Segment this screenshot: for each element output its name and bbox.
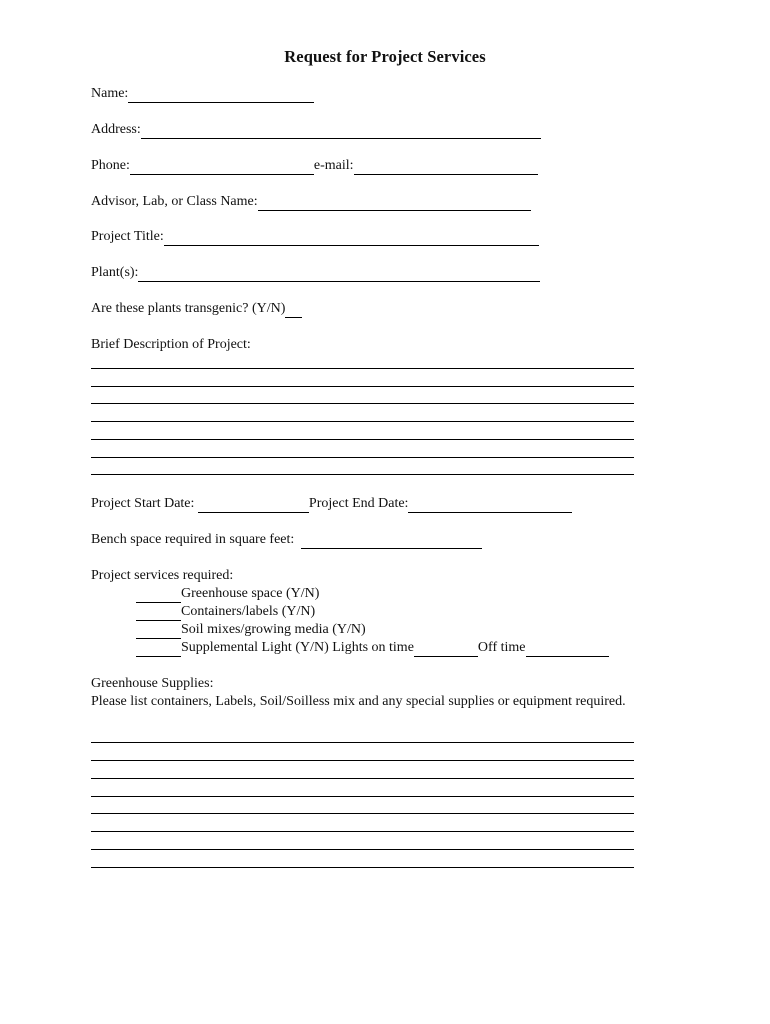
project-title-field[interactable] bbox=[164, 232, 539, 246]
supplies-line[interactable] bbox=[91, 760, 634, 761]
plants-row bbox=[91, 264, 540, 282]
supplies-line[interactable] bbox=[91, 849, 634, 850]
address-label: Address: bbox=[91, 122, 141, 137]
off-time-label: Off time bbox=[477, 640, 526, 655]
description-line[interactable] bbox=[91, 421, 634, 422]
form-title: Request for Project Services bbox=[284, 47, 486, 66]
email-field[interactable] bbox=[354, 161, 538, 175]
supplies-line[interactable] bbox=[91, 813, 634, 814]
transgenic-field[interactable] bbox=[285, 304, 302, 318]
supplies-line[interactable] bbox=[91, 778, 634, 779]
address-field[interactable] bbox=[141, 125, 541, 139]
advisor-field[interactable] bbox=[258, 197, 531, 211]
email-label: e-mail: bbox=[313, 158, 354, 173]
soil-label: Soil mixes/growing media (Y/N) bbox=[181, 622, 366, 637]
supplies-heading-row bbox=[91, 675, 213, 693]
description-label: Brief Description of Project: bbox=[91, 337, 251, 352]
end-date-field[interactable] bbox=[408, 499, 572, 513]
supplies-instruction-row bbox=[91, 693, 626, 711]
end-date-label: Project End Date: bbox=[308, 496, 409, 511]
service-soil-row bbox=[136, 621, 366, 639]
service-greenhouse-row bbox=[136, 585, 319, 603]
name-row bbox=[91, 85, 314, 103]
advisor-label: Advisor, Lab, or Class Name: bbox=[91, 194, 258, 209]
bench-space-label: Bench space required in square feet: bbox=[91, 532, 295, 547]
supplies-line[interactable] bbox=[91, 831, 634, 832]
advisor-row bbox=[91, 193, 531, 211]
phone-email-row bbox=[91, 157, 538, 175]
off-time-field[interactable] bbox=[526, 643, 609, 657]
transgenic-row bbox=[91, 300, 302, 318]
supplies-line[interactable] bbox=[91, 796, 634, 797]
supplies-heading: Greenhouse Supplies: bbox=[91, 676, 214, 691]
description-row bbox=[91, 336, 251, 354]
start-date-field[interactable] bbox=[198, 499, 309, 513]
phone-field[interactable] bbox=[130, 161, 314, 175]
dates-row bbox=[91, 495, 572, 513]
name-field[interactable] bbox=[128, 89, 314, 103]
service-light-row bbox=[136, 639, 609, 657]
description-line[interactable] bbox=[91, 368, 634, 369]
supplies-instruction: Please list containers, Labels, Soil/Soilless mix and any special supplies or equipment required. bbox=[91, 694, 626, 709]
plants-label: Plant(s): bbox=[91, 265, 139, 280]
project-title-row bbox=[91, 228, 539, 246]
description-line[interactable] bbox=[91, 474, 634, 475]
services-row bbox=[91, 567, 233, 585]
transgenic-label: Are these plants transgenic? (Y/N) bbox=[91, 301, 286, 316]
bench-space-row bbox=[91, 531, 482, 549]
containers-field[interactable] bbox=[136, 607, 181, 621]
name-label: Name: bbox=[91, 86, 129, 101]
lights-on-time-field[interactable] bbox=[414, 643, 478, 657]
address-row bbox=[91, 121, 541, 139]
description-line[interactable] bbox=[91, 457, 634, 458]
supplies-line[interactable] bbox=[91, 742, 634, 743]
containers-label: Containers/labels (Y/N) bbox=[181, 604, 316, 619]
soil-field[interactable] bbox=[136, 625, 181, 639]
project-title-label: Project Title: bbox=[91, 229, 164, 244]
service-containers-row bbox=[136, 603, 315, 621]
greenhouse-field[interactable] bbox=[136, 589, 181, 603]
plants-field[interactable] bbox=[138, 268, 540, 282]
start-date-label: Project Start Date: bbox=[91, 496, 195, 511]
description-line[interactable] bbox=[91, 386, 634, 387]
light-label: Supplemental Light (Y/N) Lights on time bbox=[181, 640, 414, 655]
services-label: Project services required: bbox=[91, 568, 234, 583]
phone-label: Phone: bbox=[91, 158, 130, 173]
light-field[interactable] bbox=[136, 643, 181, 657]
description-line[interactable] bbox=[91, 403, 634, 404]
bench-space-field[interactable] bbox=[301, 535, 482, 549]
greenhouse-label: Greenhouse space (Y/N) bbox=[181, 586, 320, 601]
description-line[interactable] bbox=[91, 439, 634, 440]
supplies-line[interactable] bbox=[91, 867, 634, 868]
